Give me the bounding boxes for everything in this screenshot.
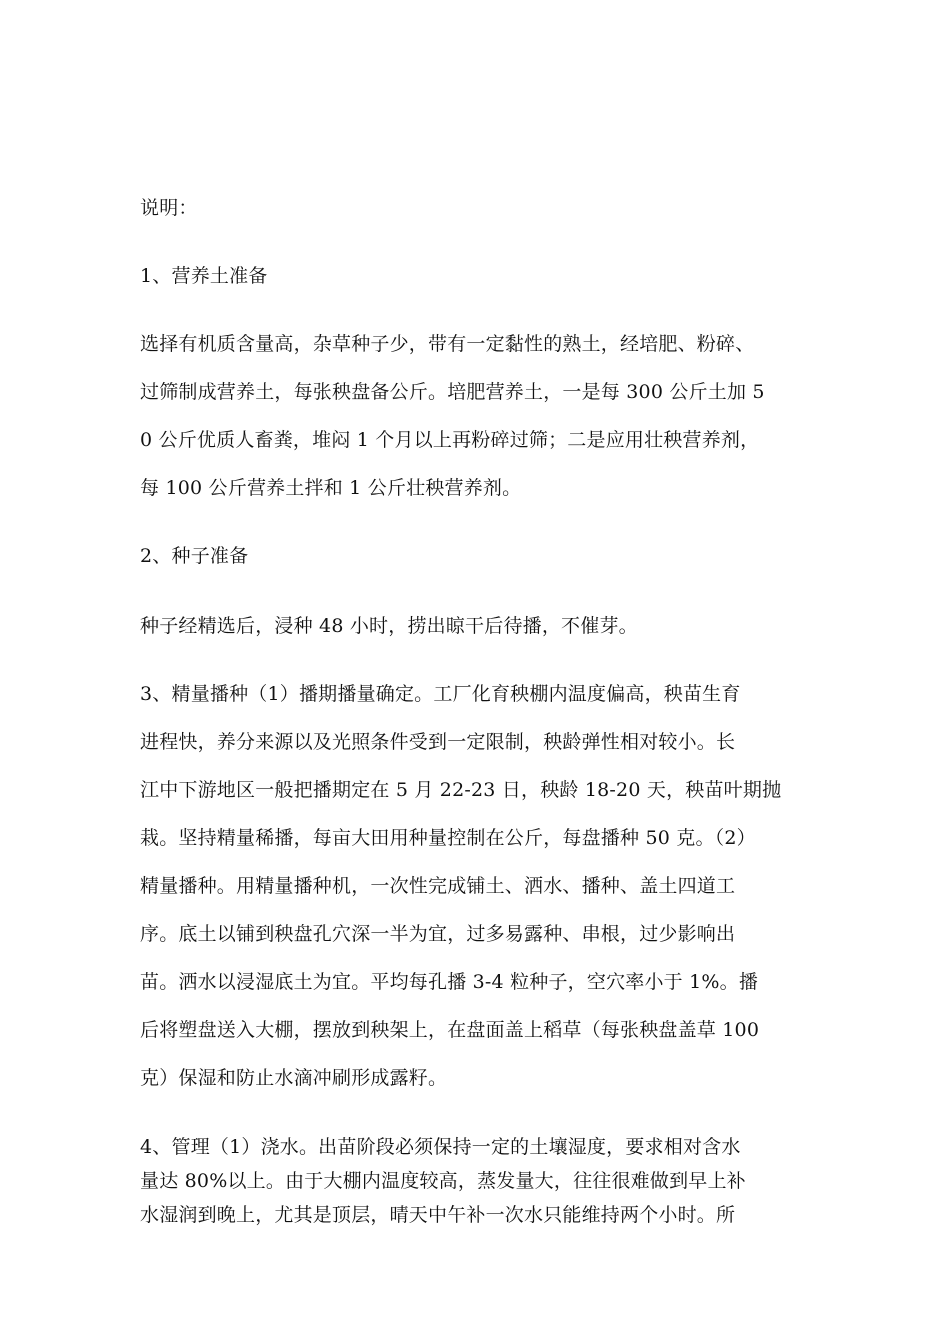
section-title-text: 2、种子准备: [140, 545, 249, 567]
document-heading: [140, 184, 820, 232]
body-line: 江中下游地区一般把播期定在 5 月 22-23 日，秧龄 18-20 天，秧苗叶期抛: [140, 779, 782, 801]
body-line: 种子经精选后，浸种 48 小时，捞出晾干后待播，不催芽。: [140, 615, 638, 637]
body-line: 过筛制成营养土，每张秧盘备公斤。培肥营养土，一是每 300 公斤土加 5: [140, 381, 765, 403]
body-line: 苗。洒水以浸湿底土为宜。平均每孔播 3-4 粒种子，空穴率小于 1%。播: [140, 971, 759, 993]
body-line: 进程快，养分来源以及光照条件受到一定限制，秧龄弹性相对较小。长: [140, 731, 736, 753]
section-2-title: [140, 532, 820, 580]
body-line: 水湿润到晚上，尤其是顶层，晴天中午补一次水只能维持两个小时。所: [140, 1204, 736, 1226]
section-2-body: [140, 602, 820, 650]
section-1-body: [140, 320, 820, 512]
body-line: 3、精量播种（1）播期播量确定。工厂化育秧棚内温度偏高，秧苗生育: [140, 683, 741, 705]
body-line: 4、管理（1）浇水。出苗阶段必须保持一定的土壤湿度，要求相对含水: [140, 1136, 741, 1158]
body-line: 克）保湿和防止水滴冲刷形成露籽。: [140, 1067, 448, 1089]
body-line: 精量播种。用精量播种机，一次性完成铺土、洒水、播种、盖土四道工: [140, 875, 736, 897]
section-3-body: [140, 670, 820, 1102]
body-line: 每 100 公斤营养土拌和 1 公斤壮秧营养剂。: [140, 477, 522, 499]
heading-text: 说明：: [140, 197, 198, 219]
body-line: 选择有机质含量高，杂草种子少，带有一定黏性的熟土，经培肥、粉碎、: [140, 333, 755, 355]
section-1-title: [140, 252, 820, 300]
body-line: 序。底土以铺到秧盘孔穴深一半为宜，过多易露种、串根，过少影响出: [140, 923, 736, 945]
body-line: 0 公斤优质人畜粪，堆闷 1 个月以上再粉碎过筛；二是应用壮秧营养剂，: [140, 429, 760, 451]
section-4-body: [140, 1130, 820, 1232]
body-line: 后将塑盘送入大棚，摆放到秧架上，在盘面盖上稻草（每张秧盘盖草 100: [140, 1019, 760, 1041]
section-title-text: 1、营养土准备: [140, 265, 268, 287]
body-line: 量达 80%以上。由于大棚内温度较高，蒸发量大，往往很难做到早上补: [140, 1170, 746, 1192]
body-line: 栽。坚持精量稀播，每亩大田用种量控制在公斤，每盘播种 50 克。（2）: [140, 827, 756, 849]
